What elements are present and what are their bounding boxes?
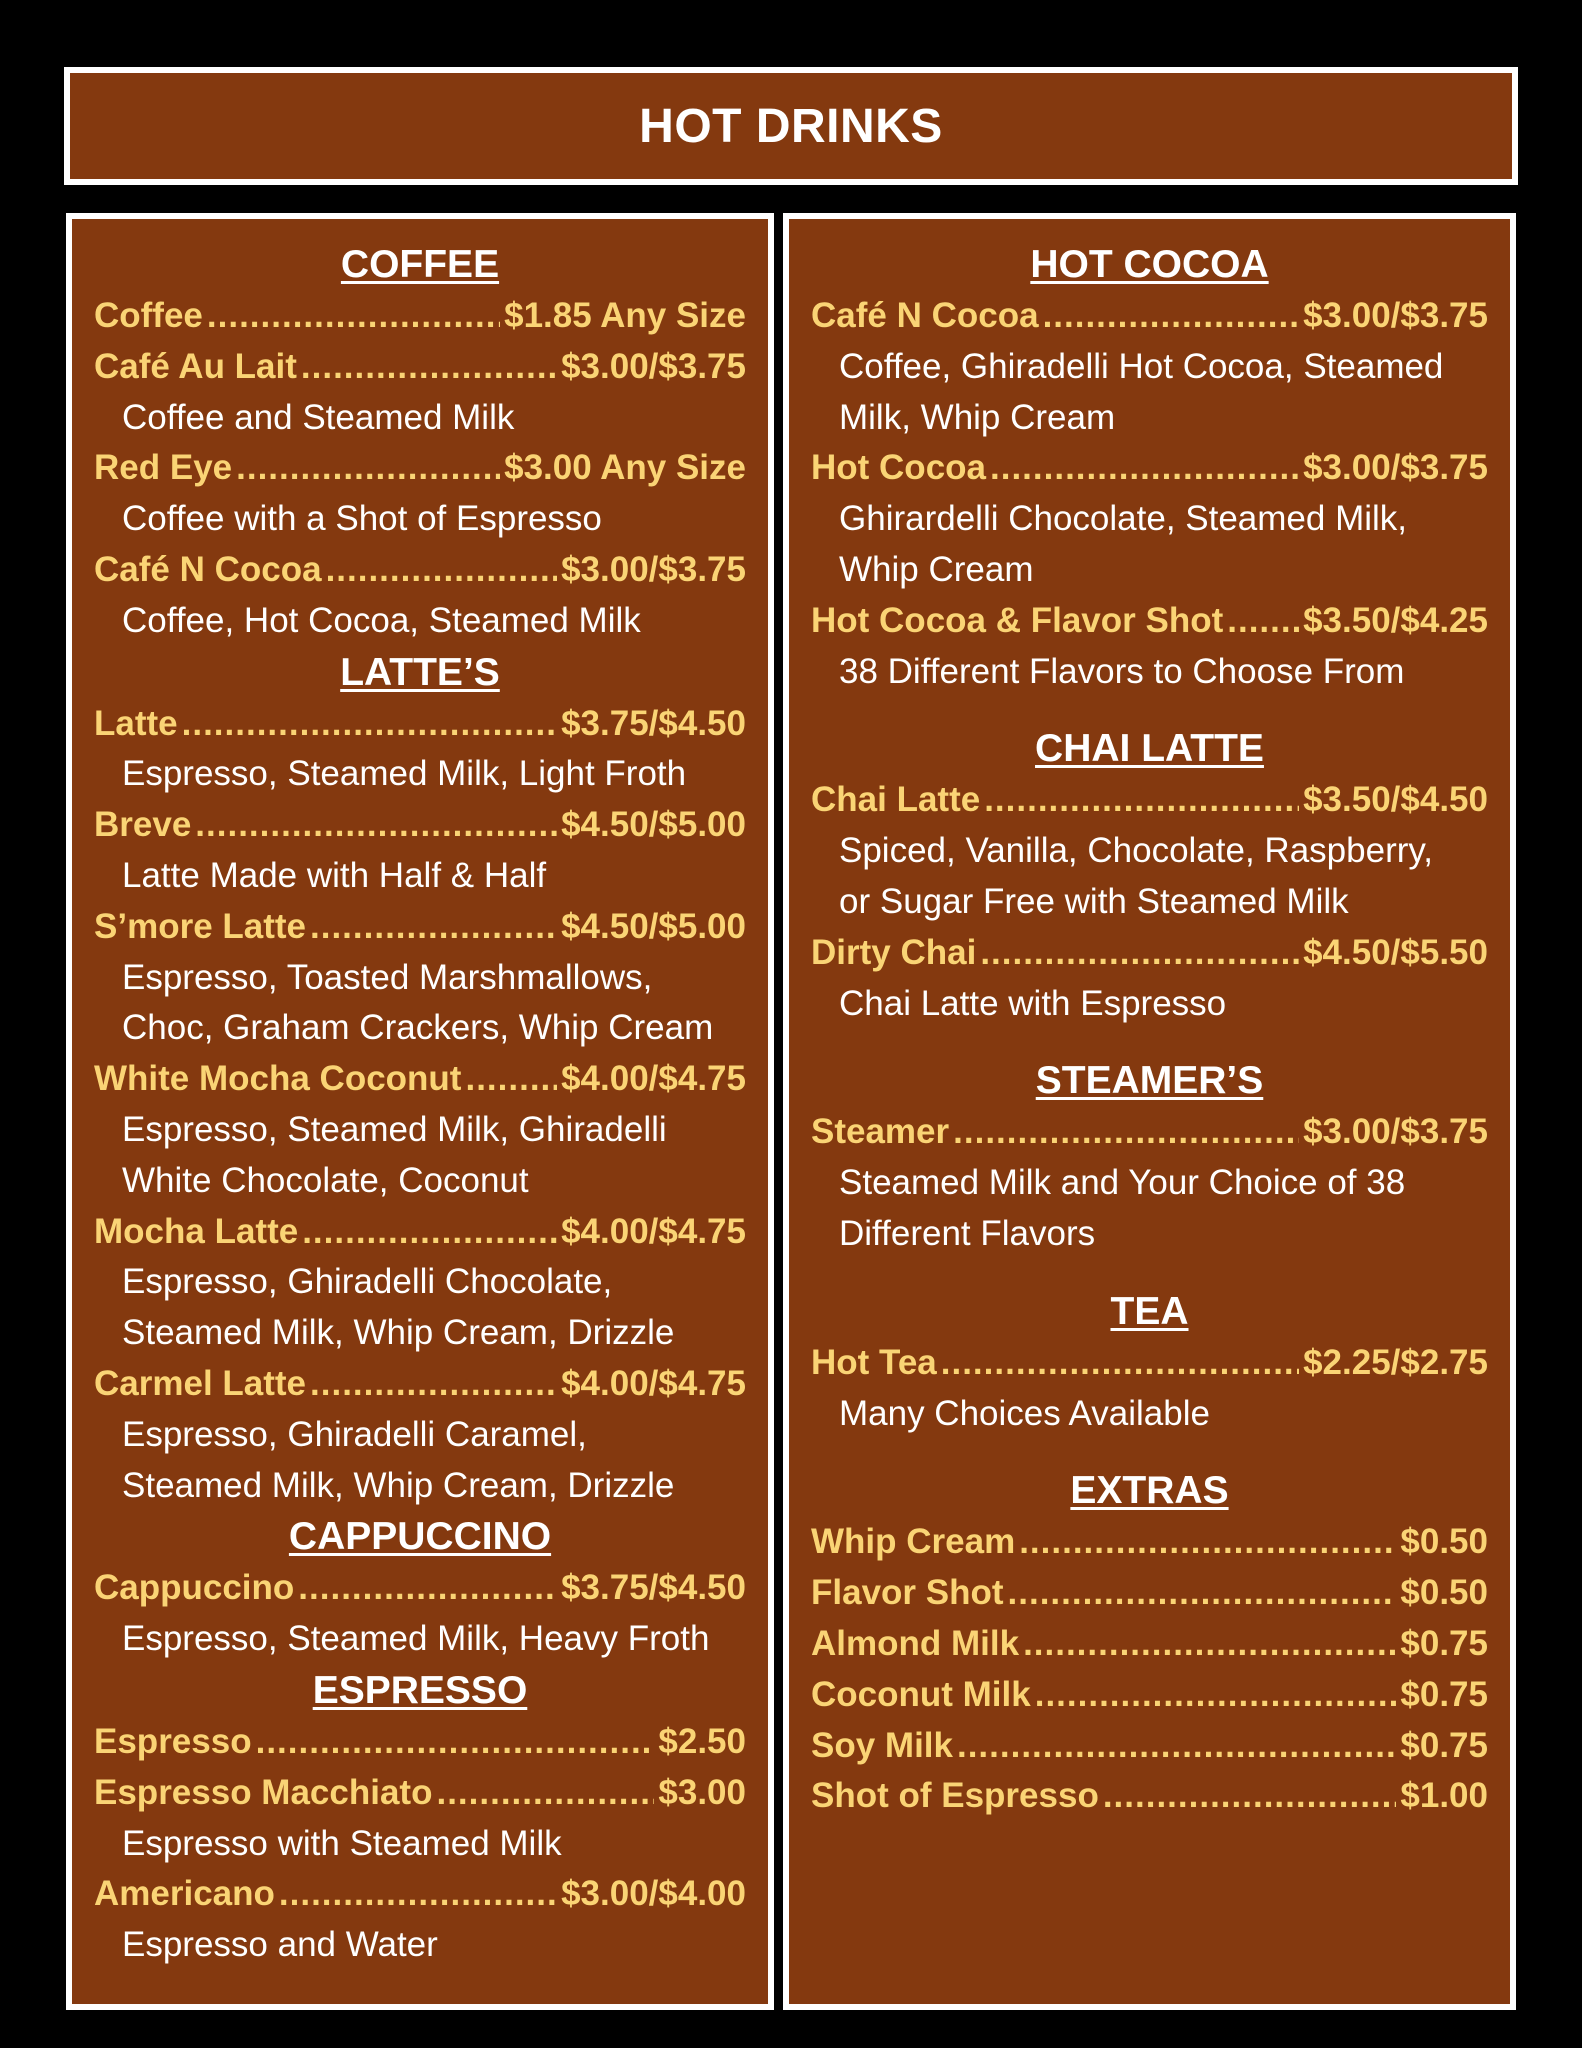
item-price: $3.00/$3.75 bbox=[1303, 1112, 1488, 1152]
menu-item-line bbox=[94, 342, 746, 393]
item-description: Coffee, Ghiradelli Hot Cocoa, Steamed bbox=[839, 346, 1444, 386]
dot-leader bbox=[182, 699, 557, 750]
menu-item bbox=[94, 443, 746, 545]
item-description: White Chocolate, Coconut bbox=[122, 1160, 529, 1200]
item-name: Carmel Latte bbox=[94, 1363, 307, 1403]
item-price: $3.00 Any Size bbox=[504, 448, 746, 488]
menu-item bbox=[811, 443, 1488, 595]
menu-item bbox=[94, 1768, 746, 1870]
menu-item-line bbox=[811, 1619, 1488, 1670]
item-description: Espresso, Ghiradelli Chocolate, bbox=[122, 1262, 613, 1302]
item-description: or Sugar Free with Steamed Milk bbox=[839, 881, 1349, 921]
section-title-chai-latte: CHAI LATTE bbox=[1035, 727, 1264, 771]
item-description: Coffee with a Shot of Espresso bbox=[122, 499, 602, 539]
menu-section-cappuccino bbox=[94, 1511, 746, 1665]
item-description: Different Flavors bbox=[839, 1213, 1096, 1253]
item-price: $3.00/$3.75 bbox=[1303, 448, 1488, 488]
dot-leader bbox=[279, 1869, 557, 1920]
item-description: Steamed Milk, Whip Cream, Drizzle bbox=[122, 1313, 675, 1353]
menu-item-line bbox=[811, 1568, 1488, 1619]
item-name: Espresso bbox=[94, 1721, 252, 1761]
menu-item-line bbox=[811, 1771, 1488, 1822]
dot-leader bbox=[1023, 1619, 1396, 1670]
dot-leader bbox=[941, 1338, 1299, 1389]
menu-section-hot-cocoa bbox=[811, 239, 1488, 697]
section-title-coffee: COFFEE bbox=[340, 243, 500, 286]
right-menu-column bbox=[783, 213, 1516, 2010]
item-description: Espresso, Steamed Milk, Ghiradelli bbox=[122, 1109, 667, 1149]
section-gap bbox=[811, 1439, 1488, 1465]
item-price: $3.00/$4.00 bbox=[561, 1874, 746, 1914]
menu-item-line bbox=[94, 291, 746, 342]
item-price: $3.50/$4.50 bbox=[1303, 780, 1488, 820]
item-name: White Mocha Coconut bbox=[94, 1059, 462, 1099]
item-name: Café Au Lait bbox=[94, 346, 297, 386]
item-description: Coffee, Hot Cocoa, Steamed Milk bbox=[122, 600, 641, 640]
dot-leader bbox=[957, 1721, 1396, 1772]
menu-item-line bbox=[94, 1207, 746, 1258]
menu-item bbox=[94, 1563, 746, 1665]
item-name: Whip Cream bbox=[811, 1522, 1016, 1562]
menu-item bbox=[94, 342, 746, 444]
dot-leader bbox=[984, 775, 1299, 826]
menu-section-steamers bbox=[811, 1055, 1488, 1259]
menu-item bbox=[94, 1207, 746, 1359]
menu-item bbox=[94, 291, 746, 342]
menu-item-line bbox=[811, 1107, 1488, 1158]
item-name: S’more Latte bbox=[94, 906, 306, 946]
menu-item-line bbox=[811, 443, 1488, 494]
item-description: Coffee and Steamed Milk bbox=[122, 397, 515, 437]
menu-item bbox=[811, 291, 1488, 443]
section-gap bbox=[811, 1260, 1488, 1286]
item-name: Red Eye bbox=[94, 448, 233, 488]
menu-item bbox=[811, 1771, 1488, 1822]
item-name: Steamer bbox=[811, 1112, 950, 1152]
item-name: Dirty Chai bbox=[811, 932, 977, 972]
item-description: Spiced, Vanilla, Chocolate, Raspberry, bbox=[839, 831, 1434, 871]
item-name: Soy Milk bbox=[811, 1725, 953, 1765]
section-title-hot-cocoa: HOT COCOA bbox=[1030, 243, 1269, 286]
item-description: Steamed Milk and Your Choice of 38 bbox=[839, 1163, 1406, 1203]
item-name: Café N Cocoa bbox=[811, 296, 1039, 335]
item-price: $1.85 Any Size bbox=[504, 296, 746, 335]
menu-item-line bbox=[811, 1670, 1488, 1721]
item-price: $4.50/$5.50 bbox=[1303, 932, 1488, 972]
item-name: Cappuccino bbox=[94, 1568, 295, 1608]
item-name: Coffee bbox=[94, 296, 203, 335]
menu-item-line bbox=[94, 1768, 746, 1819]
dot-leader bbox=[326, 545, 558, 596]
item-name: Hot Cocoa & Flavor Shot bbox=[811, 600, 1224, 640]
menu-item bbox=[94, 1717, 746, 1768]
item-price: $4.00/$4.75 bbox=[561, 1363, 746, 1403]
dot-leader bbox=[1035, 1670, 1397, 1721]
item-description: Whip Cream bbox=[839, 549, 1034, 589]
menu-item-line bbox=[94, 902, 746, 953]
menu-section-chai-latte bbox=[811, 723, 1488, 1029]
item-price: $3.75/$4.50 bbox=[561, 703, 746, 743]
item-description: Chai Latte with Espresso bbox=[839, 983, 1227, 1023]
dot-leader bbox=[1008, 1568, 1397, 1619]
section-title-cappuccino: CAPPUCCINO bbox=[288, 1515, 552, 1559]
item-price: $3.00/$3.75 bbox=[561, 549, 746, 589]
item-name: Espresso Macchiato bbox=[94, 1772, 433, 1812]
menu-item-line bbox=[94, 1869, 746, 1920]
item-description: Latte Made with Half & Half bbox=[122, 855, 547, 895]
menu-item bbox=[94, 1359, 746, 1511]
menu-item-line bbox=[811, 291, 1488, 342]
menu-item-line bbox=[94, 443, 746, 494]
menu-section-espresso bbox=[94, 1665, 746, 1971]
item-price: $4.50/$5.00 bbox=[561, 805, 746, 845]
item-description: Milk, Whip Cream bbox=[839, 397, 1116, 437]
menu-item-line bbox=[94, 1054, 746, 1105]
menu-item bbox=[811, 596, 1488, 698]
item-description: Many Choices Available bbox=[839, 1393, 1210, 1433]
menu-item-line bbox=[94, 545, 746, 596]
item-price: $4.50/$5.00 bbox=[561, 906, 746, 946]
menu-item-line bbox=[811, 775, 1488, 826]
menu-item-line bbox=[811, 1517, 1488, 1568]
section-gap bbox=[811, 697, 1488, 723]
menu-item-line bbox=[811, 1721, 1488, 1772]
menu-item bbox=[811, 1338, 1488, 1440]
item-name: Hot Tea bbox=[811, 1342, 937, 1382]
menu-item bbox=[94, 902, 746, 1054]
item-description: Espresso and Water bbox=[122, 1925, 438, 1965]
item-price: $0.50 bbox=[1400, 1573, 1488, 1613]
menu-item-line bbox=[811, 928, 1488, 979]
dot-leader bbox=[1043, 291, 1300, 342]
menu-item bbox=[811, 1517, 1488, 1568]
item-name: Hot Cocoa bbox=[811, 448, 986, 488]
section-title-espresso: ESPRESSO bbox=[312, 1668, 528, 1712]
dot-leader bbox=[298, 1563, 557, 1614]
menu-section-extras bbox=[811, 1465, 1488, 1822]
menu-item-line bbox=[94, 800, 746, 851]
dot-leader bbox=[301, 342, 557, 393]
section-title-steamers: STEAMER’S bbox=[1035, 1059, 1264, 1103]
dot-leader bbox=[1227, 596, 1299, 647]
item-name: Chai Latte bbox=[811, 780, 981, 820]
item-description: Ghirardelli Chocolate, Steamed Milk, bbox=[839, 499, 1408, 539]
section-title-lattes: LATTE’S bbox=[340, 650, 500, 694]
item-price: $3.75/$4.50 bbox=[561, 1568, 746, 1608]
item-price: $0.75 bbox=[1400, 1623, 1488, 1663]
dot-leader bbox=[310, 902, 557, 953]
item-description: Espresso, Toasted Marshmallows, bbox=[122, 957, 653, 997]
dot-leader bbox=[990, 443, 1299, 494]
dot-leader bbox=[1019, 1517, 1396, 1568]
dot-leader bbox=[207, 291, 500, 342]
menu-item bbox=[94, 800, 746, 902]
item-price: $3.00 bbox=[658, 1772, 746, 1812]
item-name: Americano bbox=[94, 1874, 275, 1914]
item-description: Espresso, Steamed Milk, Heavy Froth bbox=[122, 1619, 710, 1659]
dot-leader bbox=[236, 443, 500, 494]
item-name: Latte bbox=[94, 703, 178, 743]
dot-leader bbox=[465, 1054, 557, 1105]
dot-leader bbox=[302, 1207, 557, 1258]
item-price: $0.50 bbox=[1400, 1522, 1488, 1562]
item-description: Espresso with Steamed Milk bbox=[122, 1823, 562, 1863]
dot-leader bbox=[436, 1768, 654, 1819]
menu-section-coffee bbox=[94, 239, 746, 647]
menu-item-line bbox=[94, 1359, 746, 1410]
menu-item bbox=[811, 928, 1488, 1030]
menu-item-line bbox=[94, 1717, 746, 1768]
menu-item bbox=[94, 699, 746, 801]
item-name: Flavor Shot bbox=[811, 1573, 1004, 1613]
item-name: Mocha Latte bbox=[94, 1211, 299, 1251]
left-menu-column bbox=[66, 213, 774, 2010]
menu-item bbox=[811, 775, 1488, 927]
item-name: Almond Milk bbox=[811, 1623, 1020, 1663]
item-price: $1.00 bbox=[1400, 1776, 1488, 1816]
item-price: $2.25/$2.75 bbox=[1303, 1342, 1488, 1382]
menu-section-tea bbox=[811, 1286, 1488, 1440]
item-name: Café N Cocoa bbox=[94, 549, 322, 589]
dot-leader bbox=[256, 1717, 655, 1768]
menu-item bbox=[94, 1054, 746, 1206]
section-title-extras: EXTRAS bbox=[1070, 1469, 1229, 1513]
menu-section-lattes bbox=[94, 647, 746, 1512]
item-price: $2.50 bbox=[658, 1721, 746, 1761]
item-description: Espresso, Ghiradelli Caramel, bbox=[122, 1414, 587, 1454]
menu-item-line bbox=[94, 699, 746, 750]
menu-item bbox=[811, 1568, 1488, 1619]
dot-leader bbox=[953, 1107, 1299, 1158]
menu-title: HOT DRINKS bbox=[639, 99, 943, 153]
dot-leader bbox=[195, 800, 557, 851]
menu-item-line bbox=[94, 1563, 746, 1614]
item-name: Coconut Milk bbox=[811, 1674, 1031, 1714]
item-name: Shot of Espresso bbox=[811, 1776, 1099, 1816]
menu-item-line bbox=[811, 596, 1488, 647]
dot-leader bbox=[310, 1359, 557, 1410]
item-price: $4.00/$4.75 bbox=[561, 1211, 746, 1251]
menu-item bbox=[811, 1670, 1488, 1721]
item-price: $0.75 bbox=[1400, 1725, 1488, 1765]
dot-leader bbox=[980, 928, 1299, 979]
menu-item-line bbox=[811, 1338, 1488, 1389]
item-description: Choc, Graham Crackers, Whip Cream bbox=[122, 1008, 714, 1048]
item-price: $0.75 bbox=[1400, 1674, 1488, 1714]
menu-item bbox=[94, 1869, 746, 1971]
item-price: $3.00/$3.75 bbox=[561, 346, 746, 386]
item-description: Steamed Milk, Whip Cream, Drizzle bbox=[122, 1465, 675, 1505]
item-description: 38 Different Flavors to Choose From bbox=[839, 651, 1405, 691]
menu-item bbox=[94, 545, 746, 647]
item-price: $3.00/$3.75 bbox=[1303, 296, 1488, 335]
item-name: Breve bbox=[94, 805, 192, 845]
menu-title-box bbox=[64, 67, 1518, 185]
item-description: Espresso, Steamed Milk, Light Froth bbox=[122, 754, 687, 794]
item-price: $3.50/$4.25 bbox=[1303, 600, 1488, 640]
menu-item bbox=[811, 1107, 1488, 1259]
section-title-tea: TEA bbox=[1110, 1289, 1189, 1333]
dot-leader bbox=[1103, 1771, 1397, 1822]
item-price: $4.00/$4.75 bbox=[561, 1059, 746, 1099]
section-gap bbox=[811, 1029, 1488, 1055]
menu-item bbox=[811, 1619, 1488, 1670]
menu-item bbox=[811, 1721, 1488, 1772]
